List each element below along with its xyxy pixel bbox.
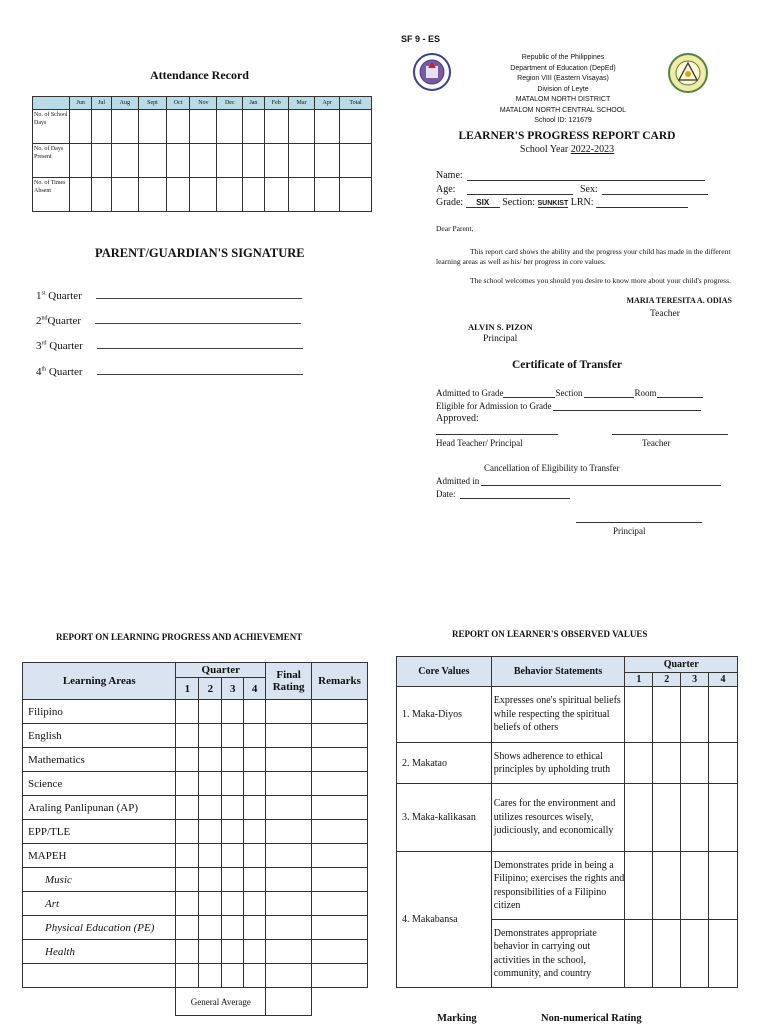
quarter-number: 4: [36, 366, 42, 378]
school-year-value: 2022-2023: [570, 144, 615, 155]
observed-values-table: [396, 656, 738, 988]
grade-cell[interactable]: [244, 940, 266, 964]
final-rating-cell[interactable]: [266, 916, 312, 940]
attendance-row: [33, 178, 372, 212]
header-line: MATALOM NORTH CENTRAL SCHOOL: [499, 106, 627, 114]
behavior-statement: Shows adherence to ethical principles by upholding truth: [491, 743, 625, 784]
final-rating-cell[interactable]: [266, 844, 312, 868]
month-header: Aug: [111, 97, 138, 110]
attendance-cell[interactable]: [70, 178, 92, 212]
learning-area-name: MAPEH: [23, 844, 176, 868]
grade-cell[interactable]: [222, 916, 244, 940]
mapeh-sub-row: [23, 940, 368, 964]
principal-signature-line[interactable]: [576, 522, 702, 523]
non-numerical-rating-header: Non-numerical Rating: [541, 1013, 642, 1024]
month-header: Nov: [190, 97, 217, 110]
grade-cell[interactable]: [244, 868, 266, 892]
grade-cell[interactable]: [244, 820, 266, 844]
grade-cell[interactable]: [199, 916, 222, 940]
rating-cell[interactable]: [653, 687, 681, 743]
rating-cell[interactable]: [681, 687, 709, 743]
mapeh-sub-row: [23, 916, 368, 940]
remarks-cell[interactable]: [312, 700, 368, 724]
quarter-number-header: 2: [199, 678, 222, 700]
quarter-number-header: 4: [244, 678, 266, 700]
attendance-row-label: No. of School Days: [33, 110, 70, 144]
attendance-cell[interactable]: [217, 144, 243, 178]
quarter-label: Quarter: [48, 290, 82, 302]
final-rating-cell[interactable]: [266, 724, 312, 748]
core-value-name: 4. Makabansa: [397, 852, 492, 988]
eligible-input[interactable]: [553, 401, 701, 411]
signature-row-q4: [36, 365, 303, 378]
room-input[interactable]: [657, 388, 703, 398]
grade-cell[interactable]: [199, 748, 222, 772]
signature-line[interactable]: [95, 314, 301, 324]
principal-label: Principal: [613, 526, 646, 536]
attendance-cell[interactable]: [217, 178, 243, 212]
attendance-cell[interactable]: [315, 144, 340, 178]
grade-cell[interactable]: [176, 916, 199, 940]
attendance-row-label: No. of Days Present: [33, 144, 70, 178]
teacher-label: Teacher: [642, 438, 671, 448]
attendance-cell[interactable]: [264, 110, 288, 144]
remarks-cell[interactable]: [312, 940, 368, 964]
month-header: Jun: [70, 97, 92, 110]
admitted-row: [436, 388, 703, 398]
attendance-corner: [33, 97, 70, 110]
core-value-name: 3. Maka-kalikasan: [397, 784, 492, 852]
signature-line[interactable]: [97, 339, 303, 349]
remarks-cell[interactable]: [312, 892, 368, 916]
attendance-cell[interactable]: [138, 178, 166, 212]
remarks-cell[interactable]: [312, 844, 368, 868]
grade-cell[interactable]: [199, 820, 222, 844]
attendance-cell[interactable]: [340, 110, 372, 144]
attendance-row-label: No. of Times Absent: [33, 178, 70, 212]
rating-cell[interactable]: [709, 687, 738, 743]
grade-cell[interactable]: [176, 940, 199, 964]
header-line: School ID: 121679: [534, 117, 592, 124]
behavior-statement: Cares for the environment and utilizes resources wisely, judiciously, and economically: [491, 784, 625, 852]
learning-area-row: [23, 700, 368, 724]
admitted-grade-input[interactable]: [503, 388, 555, 398]
core-value-name: 1. Maka-Diyos: [397, 687, 492, 743]
core-value-row: [397, 784, 738, 852]
school-year-label: School Year: [519, 144, 571, 155]
learning-area-row: [23, 820, 368, 844]
grade-cell[interactable]: [244, 724, 266, 748]
mapeh-component-name: Physical Education (PE): [23, 916, 176, 940]
date-label: Date:: [436, 489, 456, 499]
final-rating-cell[interactable]: [266, 700, 312, 724]
grade-cell[interactable]: [244, 796, 266, 820]
quarter-number: 2: [36, 315, 42, 327]
attendance-row: [33, 144, 372, 178]
core-value-name: 2. Makatao: [397, 743, 492, 784]
form-code: SF 9 - ES: [401, 34, 441, 44]
general-average-label: General Average: [176, 988, 266, 1016]
certificate-title: Certificate of Transfer: [511, 359, 623, 371]
grade-cell[interactable]: [199, 796, 222, 820]
attendance-cell[interactable]: [264, 144, 288, 178]
attendance-cell[interactable]: [138, 110, 166, 144]
head-teacher-signature-line[interactable]: [436, 434, 558, 435]
learning-area-row: [23, 772, 368, 796]
attendance-cell[interactable]: [167, 178, 190, 212]
signature-row-q1: [36, 289, 302, 302]
eligible-row: [436, 401, 701, 411]
signature-row-q3: [36, 339, 303, 352]
header-line: Republic of the Philippines: [521, 54, 605, 61]
remarks-cell[interactable]: [312, 964, 368, 988]
age-label: Age:: [436, 184, 456, 195]
name-label: Name:: [436, 170, 463, 181]
age-input[interactable]: [467, 184, 573, 195]
rating-cell[interactable]: [709, 852, 738, 920]
grade-cell[interactable]: [176, 868, 199, 892]
grade-cell[interactable]: [244, 844, 266, 868]
attendance-cell[interactable]: [243, 178, 265, 212]
grade-cell[interactable]: [176, 796, 199, 820]
rating-cell[interactable]: [625, 784, 653, 852]
rating-cell[interactable]: [625, 852, 653, 920]
grade-cell[interactable]: [222, 892, 244, 916]
principal-name: ALVIN S. PIZON: [468, 322, 533, 332]
header-line: Region VIII (Eastern Visayas): [517, 75, 609, 82]
grade-cell[interactable]: [244, 748, 266, 772]
grade-cell[interactable]: [244, 700, 266, 724]
attendance-cell[interactable]: [340, 178, 372, 212]
attendance-cell[interactable]: [288, 178, 314, 212]
rating-cell[interactable]: [709, 920, 738, 988]
teacher-name: MARIA TERESITA A. ODIAS: [626, 296, 732, 305]
section-input[interactable]: [584, 388, 634, 398]
admitted-in-label: Admitted in: [436, 476, 480, 486]
attendance-cell[interactable]: [92, 144, 111, 178]
month-header: Mar: [288, 97, 314, 110]
rating-cell[interactable]: [625, 920, 653, 988]
date-input[interactable]: [460, 489, 570, 499]
cancellation-title: Cancellation of Eligibility to Transfer: [484, 463, 620, 473]
month-header: Feb: [264, 97, 288, 110]
learning-area-name: English: [23, 724, 176, 748]
header-line: Division of Leyte: [537, 85, 589, 93]
grade-cell[interactable]: [176, 700, 199, 724]
general-average-cell[interactable]: [266, 988, 312, 1016]
learning-area-name: Araling Panlipunan (AP): [23, 796, 176, 820]
learning-area-row: [23, 748, 368, 772]
rating-cell[interactable]: [625, 687, 653, 743]
grade-cell[interactable]: [176, 844, 199, 868]
attendance-cell[interactable]: [315, 178, 340, 212]
grade-cell[interactable]: [199, 844, 222, 868]
month-header: Dec: [217, 97, 243, 110]
grade-cell[interactable]: [222, 844, 244, 868]
age-sex-field: [436, 184, 708, 195]
rating-cell[interactable]: [653, 920, 681, 988]
grade-cell[interactable]: [199, 964, 222, 988]
grade-cell[interactable]: [222, 772, 244, 796]
grade-cell[interactable]: [244, 892, 266, 916]
attendance-cell[interactable]: [92, 110, 111, 144]
learning-areas-header: Learning Areas: [23, 663, 176, 700]
attendance-cell[interactable]: [243, 144, 265, 178]
letter-greeting: Dear Parent,: [436, 224, 474, 233]
lrn-label: LRN:: [570, 197, 594, 208]
rating-cell[interactable]: [709, 784, 738, 852]
remarks-cell[interactable]: [312, 796, 368, 820]
month-header: Oct: [167, 97, 190, 110]
attendance-cell[interactable]: [190, 144, 217, 178]
section-value[interactable]: SUNKIST: [537, 200, 569, 207]
rating-cell[interactable]: [653, 852, 681, 920]
core-value-row: [397, 852, 738, 920]
grade-cell[interactable]: [176, 772, 199, 796]
quarter-number-header: 2: [653, 673, 681, 687]
grade-cell[interactable]: [199, 724, 222, 748]
mapeh-component-name: Health: [23, 940, 176, 964]
teacher-role: Teacher: [650, 309, 680, 319]
name-input[interactable]: [467, 170, 705, 181]
attendance-cell[interactable]: [243, 110, 265, 144]
final-rating-cell[interactable]: [266, 748, 312, 772]
quarter-label: Quarter: [48, 366, 83, 378]
attendance-cell[interactable]: [167, 110, 190, 144]
learning-area-name: EPP/TLE: [23, 820, 176, 844]
attendance-cell[interactable]: [92, 178, 111, 212]
attendance-cell[interactable]: [340, 144, 372, 178]
grade-cell[interactable]: [222, 700, 244, 724]
grade-cell[interactable]: [222, 724, 244, 748]
school-year: [432, 144, 702, 155]
attendance-cell[interactable]: [190, 178, 217, 212]
section-label: Section:: [502, 197, 535, 208]
learning-area-row: [23, 724, 368, 748]
month-header: Total: [340, 97, 372, 110]
quarter-number: 3: [36, 340, 42, 352]
attendance-cell[interactable]: [217, 110, 243, 144]
rating-cell[interactable]: [681, 784, 709, 852]
header-line: MATALOM NORTH DISTRICT: [515, 96, 611, 103]
month-header: Jul: [92, 97, 111, 110]
report-card-title: LEARNER'S PROGRESS REPORT CARD: [458, 130, 676, 142]
rating-cell[interactable]: [653, 743, 681, 784]
signature-title: PARENT/GUARDIAN'S SIGNATURE: [95, 246, 305, 260]
general-average-row: [23, 988, 368, 1016]
remarks-cell[interactable]: [312, 724, 368, 748]
header-lines: [468, 53, 658, 127]
attendance-cell[interactable]: [111, 144, 138, 178]
learning-progress-table: [22, 662, 368, 1016]
letter-paragraph: The school welcomes you should you desire to know more about your child's progress.: [470, 276, 731, 285]
grade-value[interactable]: SIX: [466, 198, 500, 208]
signature-line[interactable]: [97, 365, 303, 375]
approved-label: Approved:: [436, 413, 479, 424]
attendance-title: Attendance Record: [150, 68, 249, 82]
learning-area-name: Mathematics: [23, 748, 176, 772]
learning-area-name: Filipino: [23, 700, 176, 724]
rating-cell[interactable]: [653, 784, 681, 852]
remarks-cell[interactable]: [312, 772, 368, 796]
attendance-cell[interactable]: [264, 178, 288, 212]
attendance-table: [32, 96, 372, 212]
quarter-number-header: 3: [681, 673, 709, 687]
blank-row: [23, 964, 368, 988]
final-rating-cell[interactable]: [266, 964, 312, 988]
attendance-cell[interactable]: [111, 178, 138, 212]
signature-row-q2: [36, 314, 301, 327]
observed-values-title: REPORT ON LEARNER'S OBSERVED VALUES: [452, 629, 648, 639]
learning-progress-title: REPORT ON LEARNING PROGRESS AND ACHIEVEMENT: [56, 632, 303, 642]
spacer-cell: [23, 988, 176, 1016]
learning-area-row: [23, 796, 368, 820]
quarter-number-header: 4: [709, 673, 738, 687]
name-field: [436, 170, 705, 181]
rating-cell[interactable]: [681, 743, 709, 784]
section-label: Section: [555, 388, 583, 398]
quarter-header: Quarter: [176, 663, 266, 678]
grade-cell[interactable]: [176, 964, 199, 988]
grade-cell[interactable]: [199, 868, 222, 892]
admitted-grade-label: Admitted to Grade: [436, 388, 504, 398]
attendance-row: [33, 110, 372, 144]
grade-cell[interactable]: [199, 772, 222, 796]
behavior-statement: Demonstrates pride in being a Filipino; exercises the rights and responsibilities of a Filipino citizen: [491, 852, 625, 920]
remarks-header: Remarks: [312, 663, 368, 700]
deped-seal-icon: [413, 53, 451, 91]
date-row: [436, 489, 570, 499]
final-rating-cell[interactable]: [266, 772, 312, 796]
attendance-cell[interactable]: [288, 144, 314, 178]
grade-cell[interactable]: [176, 820, 199, 844]
teacher-signature-line[interactable]: [612, 434, 728, 435]
room-label: Room: [634, 388, 657, 398]
quarter-suffix: th: [41, 366, 47, 373]
final-rating-header: Final Rating: [266, 663, 312, 700]
quarter-label: Quarter: [49, 340, 83, 352]
final-rating-cell[interactable]: [266, 796, 312, 820]
head-teacher-label: Head Teacher/ Principal: [436, 438, 523, 448]
admitted-in-row: [436, 476, 721, 486]
grade-cell[interactable]: [222, 940, 244, 964]
final-rating-cell[interactable]: [266, 892, 312, 916]
attendance-cell[interactable]: [190, 110, 217, 144]
month-header: Sept: [138, 97, 166, 110]
attendance-cell[interactable]: [70, 144, 92, 178]
attendance-cell[interactable]: [138, 144, 166, 178]
learning-area-row: [23, 844, 368, 868]
month-header: Apr: [315, 97, 340, 110]
mapeh-sub-row: [23, 868, 368, 892]
marking-header: Marking: [437, 1013, 477, 1024]
attendance-cell[interactable]: [70, 110, 92, 144]
rating-cell[interactable]: [681, 920, 709, 988]
quarter-number-header: 3: [222, 678, 244, 700]
spacer-cell: [312, 988, 368, 1016]
signature-line[interactable]: [96, 289, 302, 299]
grade-cell[interactable]: [199, 892, 222, 916]
quarter-suffix: rd: [41, 340, 47, 347]
grade-cell[interactable]: [222, 868, 244, 892]
header-line: Department of Education (DepEd): [510, 64, 616, 72]
grade-cell[interactable]: [244, 964, 266, 988]
grade-cell[interactable]: [244, 772, 266, 796]
quarter-suffix: st: [41, 290, 46, 297]
rating-cell[interactable]: [625, 743, 653, 784]
behavior-statement: Expresses one's spiritual beliefs while respecting the spiritual beliefs of others: [491, 687, 625, 743]
rating-cell[interactable]: [709, 743, 738, 784]
blank-cell[interactable]: [23, 964, 176, 988]
month-header: Jan: [243, 97, 265, 110]
attendance-cell[interactable]: [315, 110, 340, 144]
quarter-number: 1: [36, 290, 42, 302]
quarter-number-header: 1: [176, 678, 199, 700]
attendance-cell[interactable]: [111, 110, 138, 144]
attendance-cell[interactable]: [167, 144, 190, 178]
grade-cell[interactable]: [199, 700, 222, 724]
rating-cell[interactable]: [681, 852, 709, 920]
sex-input[interactable]: [602, 184, 708, 195]
mapeh-component-name: Music: [23, 868, 176, 892]
lrn-input[interactable]: [596, 197, 688, 208]
behavior-statement: Demonstrates appropriate behavior in carrying out activities in the school, community, and country: [491, 920, 625, 988]
behavior-statements-header: Behavior Statements: [491, 657, 625, 687]
admitted-in-input[interactable]: [481, 476, 721, 486]
final-rating-cell[interactable]: [266, 820, 312, 844]
grade-cell[interactable]: [222, 964, 244, 988]
final-rating-cell[interactable]: [266, 868, 312, 892]
principal-role: Principal: [483, 334, 518, 344]
remarks-cell[interactable]: [312, 916, 368, 940]
eligible-label: Eligible for Admission to Grade: [436, 401, 552, 411]
quarter-number-header: 1: [625, 673, 653, 687]
letter-paragraph: This report card shows the ability and the progress your child has made in the different learning areas as well as his/ her progress in core values.: [436, 247, 731, 266]
sex-label: Sex:: [579, 184, 598, 195]
grade-cell[interactable]: [199, 940, 222, 964]
learning-area-name: Science: [23, 772, 176, 796]
grade-cell[interactable]: [222, 820, 244, 844]
quarter-suffix: nd: [41, 315, 48, 322]
grade-cell[interactable]: [244, 916, 266, 940]
mapeh-sub-row: [23, 892, 368, 916]
leyte-division-seal-icon: [668, 53, 708, 93]
grade-section-field: [436, 197, 688, 208]
remarks-cell[interactable]: [312, 868, 368, 892]
quarter-label: Quarter: [47, 315, 82, 327]
final-rating-cell[interactable]: [266, 940, 312, 964]
core-value-row: [397, 687, 738, 743]
grade-cell[interactable]: [222, 748, 244, 772]
grade-cell[interactable]: [176, 748, 199, 772]
core-values-header: Core Values: [397, 657, 492, 687]
attendance-cell[interactable]: [288, 110, 314, 144]
remarks-cell[interactable]: [312, 820, 368, 844]
grade-cell[interactable]: [222, 796, 244, 820]
quarter-header: Quarter: [625, 657, 738, 673]
grade-cell[interactable]: [176, 724, 199, 748]
mapeh-component-name: Art: [23, 892, 176, 916]
grade-cell[interactable]: [176, 892, 199, 916]
grade-label: Grade:: [436, 197, 464, 208]
remarks-cell[interactable]: [312, 748, 368, 772]
core-value-row: [397, 743, 738, 784]
